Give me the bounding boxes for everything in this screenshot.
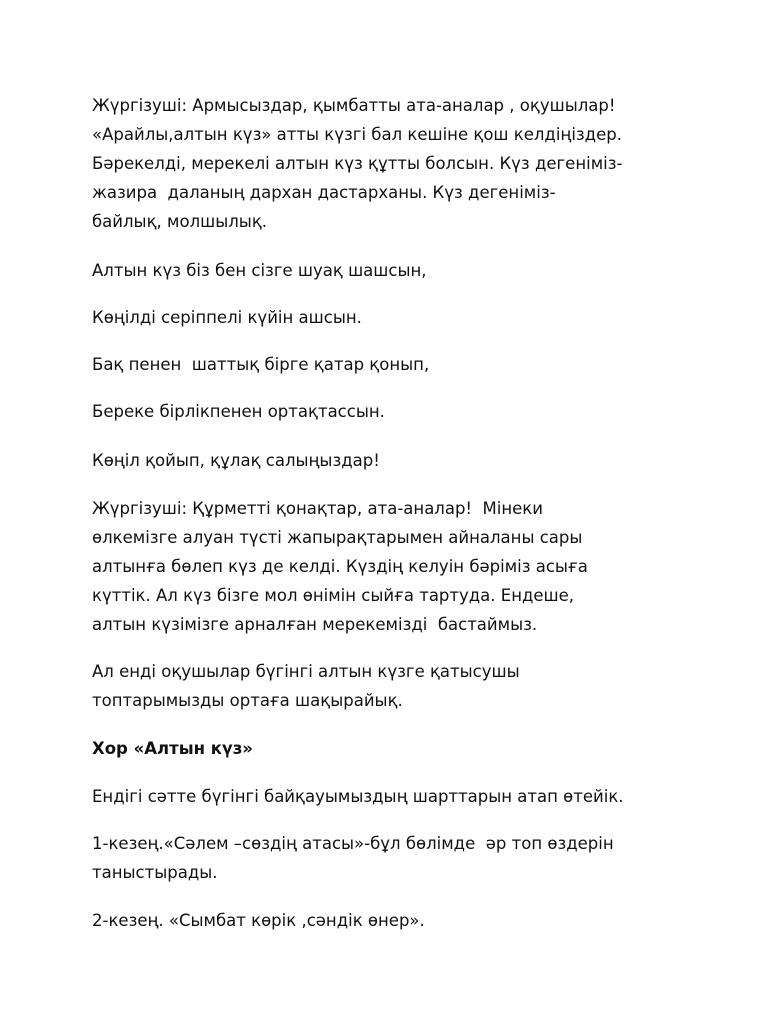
text-line: алтынға бөлеп күз де келді. Күздің келуін бәріміз асыға <box>92 557 588 576</box>
intro-paragraph <box>92 91 622 236</box>
text-line: Бәрекелді, мерекелі алтын күз құтты болсын. Күз дегеніміз- <box>92 154 623 173</box>
text-line: Көңіл қойып, құлақ салыңыздар! <box>92 451 380 470</box>
text-line: Хор «Алтын күз» <box>92 739 253 758</box>
text-line: топтарымызды ортаға шақырайық. <box>92 691 403 710</box>
text-line: Жүргізуші: Құрметті қонақтар, ата-аналар! Мінеки <box>92 499 543 518</box>
conditions-line <box>92 782 624 811</box>
text-line: күттік. Ал күз бізге мол өнімін сыйға тартуда. Ендеше, <box>92 586 575 605</box>
text-line: Ендігі сәтте бүгінгі байқауымыздың шарттарын атап өтейік. <box>92 787 624 806</box>
text-line: 1-кезең.«Сәлем –сөздің атасы»-бұл бөлімде әр топ өздерін <box>92 834 614 853</box>
host-paragraph <box>92 494 588 639</box>
text-line: Алтын күз біз бен сізге шуақ шашсын, <box>92 261 427 280</box>
choir-heading <box>92 734 253 763</box>
poem-line <box>92 256 427 285</box>
text-line: Ал енді оқушылар бүгінгі алтын күзге қатысушы <box>92 662 520 681</box>
text-line: алтын күзімізге арналған мерекемізді бастаймыз. <box>92 615 538 634</box>
text-line: 2-кезең. «Сымбат көрік ,сәндік өнер». <box>92 911 425 930</box>
text-line: Жүргізуші: Армысыздар, қымбатты ата-аналар , оқушылар! <box>92 96 616 115</box>
text-line: «Арайлы,алтын күз» атты күзгі бал кешіне қош келдіңіздер. <box>92 125 622 144</box>
text-line: Бақ пенен шаттық бірге қатар қонып, <box>92 355 430 374</box>
attention-line <box>92 446 380 475</box>
poem-line <box>92 303 362 332</box>
invitation-paragraph <box>92 657 520 715</box>
text-line: байлық, молшылық. <box>92 212 268 231</box>
text-line: Көңілді серіппелі күйін ашсын. <box>92 308 362 327</box>
stage-two-line <box>92 906 425 935</box>
text-line: Береке бірлікпенен ортақтассын. <box>92 402 385 421</box>
text-line: жазира даланың дархан дастарханы. Күз дегеніміз- <box>92 183 556 202</box>
stage-one-paragraph <box>92 829 614 887</box>
text-line: өлкемізге алуан түсті жапырақтарымен айналаны сары <box>92 528 583 547</box>
poem-line <box>92 397 385 426</box>
poem-line <box>92 350 429 379</box>
text-line: таныстырады. <box>92 863 218 882</box>
